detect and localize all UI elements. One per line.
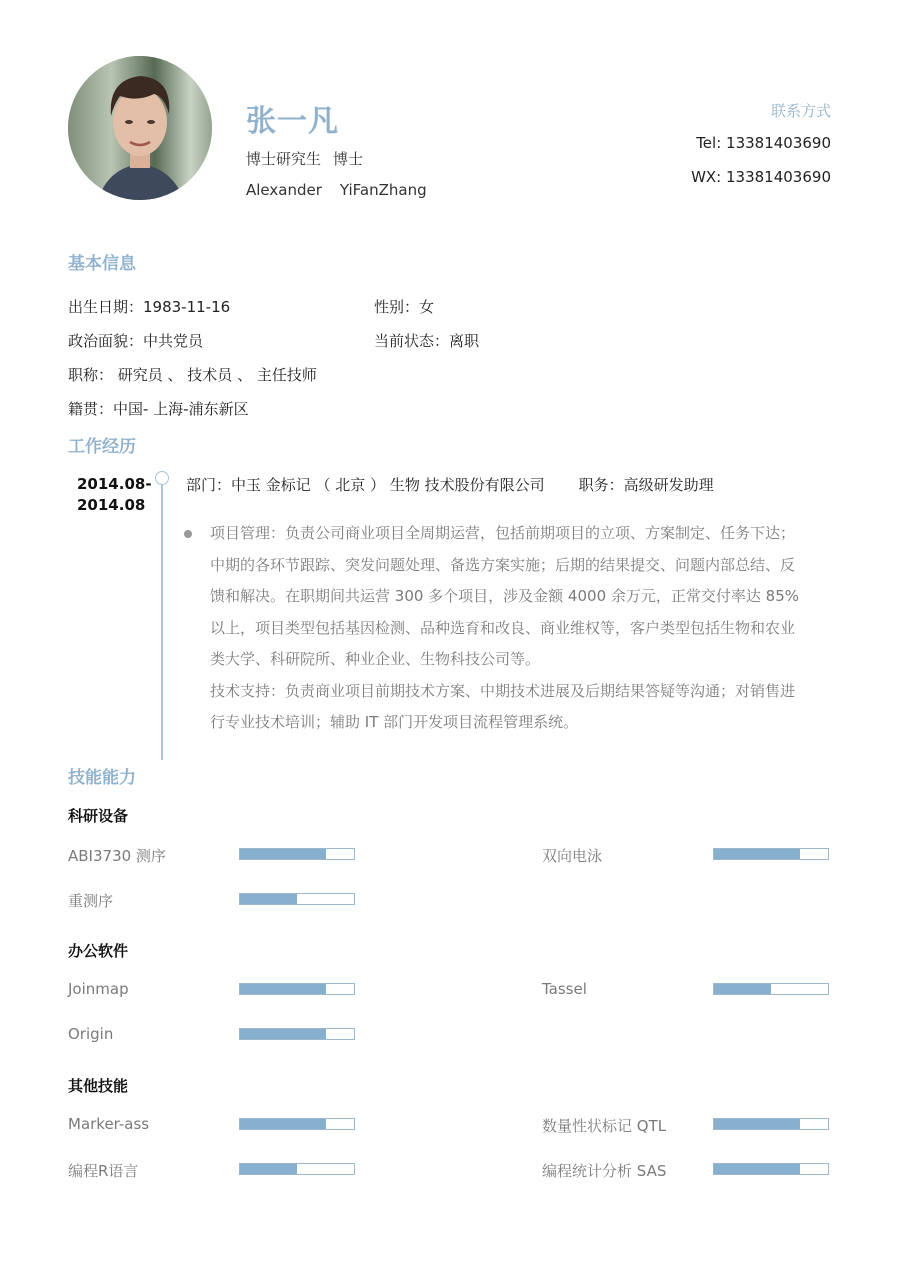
- info-political-status: 政治面貌：中共党员: [68, 332, 204, 350]
- skill-bar: [239, 1163, 355, 1175]
- job-desc-line: 中期的各环节跟踪、突发问题处理、备选方案实施；后期的结果提交、问题内部总结、反: [210, 555, 796, 574]
- skill-category-office-software: 办公软件: [68, 942, 129, 960]
- info-birth-date: 出生日期：1983-11-16: [68, 298, 231, 316]
- skill-bar: [713, 1163, 829, 1175]
- job-position: 职务：高级研发助理: [578, 476, 714, 494]
- english-first-name: Alexander: [246, 181, 322, 199]
- job-desc-line: 以上，项目类型包括基因检测、品种选育和改良、商业维权等，客户类型包括生物和农业: [210, 618, 796, 637]
- degree-program: 博士研究生: [246, 150, 322, 168]
- english-name: [246, 181, 427, 199]
- skill-bar: [239, 1028, 355, 1040]
- job-desc-line: 技术支持：负责商业项目前期技术方案、中期技术进展及后期结果答疑等沟通；对销售进: [210, 681, 796, 700]
- job-header: [186, 474, 714, 495]
- skill-bar: [713, 1118, 829, 1130]
- skill-label: 编程统计分析 SAS: [542, 1162, 667, 1180]
- job-desc-line: 项目管理：负责公司商业项目全周期运营，包括前期项目的立项、方案制定、任务下达；: [210, 524, 796, 542]
- contact-title: 联系方式: [770, 102, 831, 120]
- skill-label: Origin: [68, 1025, 114, 1043]
- skill-label: Tassel: [542, 980, 587, 998]
- skill-bar-fill: [240, 984, 326, 994]
- skill-bar-fill: [240, 1164, 297, 1174]
- skill-bar-fill: [714, 1164, 800, 1174]
- job-department: 部门：中玉 金标记 （ 北京 ） 生物 技术股份有限公司: [186, 476, 545, 494]
- skill-label: 数量性状标记 QTL: [542, 1117, 667, 1135]
- skill-bar-fill: [240, 1119, 326, 1129]
- skill-bar: [239, 848, 355, 860]
- skill-bar: [713, 983, 829, 995]
- skill-category-lab-equipment: 科研设备: [68, 807, 129, 825]
- skill-bar-fill: [714, 1119, 800, 1129]
- work-date-end: 2014.08: [77, 496, 146, 514]
- skill-bar-fill: [240, 849, 326, 859]
- info-gender: 性别：女: [374, 298, 435, 316]
- section-title-basic-info: 基本信息: [68, 254, 136, 274]
- person-photo-icon: [68, 56, 212, 200]
- info-professional-titles: 职称： 研究员 、 技术员 、 主任技师: [68, 366, 317, 384]
- skill-bar: [239, 893, 355, 905]
- english-full-name: YiFanZhang: [339, 181, 427, 199]
- skill-category-other: 其他技能: [68, 1077, 129, 1095]
- section-title-skills: 技能能力: [68, 768, 136, 788]
- skill-label: ABI3730 测序: [68, 847, 166, 865]
- skill-bar-fill: [240, 1029, 326, 1039]
- work-date-start: 2014.08-: [77, 475, 152, 493]
- skill-label: Marker-ass: [68, 1115, 150, 1133]
- contact-wx: WX: 13381403690: [691, 168, 831, 186]
- avatar-photo: [68, 56, 212, 200]
- job-desc-line: 类大学、科研院所、种业企业、生物科技公司等。: [210, 650, 541, 668]
- skill-bar: [713, 848, 829, 860]
- timeline-line: [161, 482, 163, 760]
- skill-label: 重测序: [68, 892, 114, 910]
- job-desc-line: 行专业技术培训；辅助 IT 部门开发项目流程管理系统。: [210, 713, 579, 731]
- candidate-name: 张一凡: [246, 104, 339, 139]
- timeline-node-icon: [155, 471, 169, 485]
- job-desc-line: 馈和解决。在职期间共运营 300 多个项目，涉及金额 4000 余万元，正常交付率达 85%: [210, 587, 799, 605]
- bullet-icon: [184, 530, 192, 538]
- section-title-work: 工作经历: [68, 437, 136, 457]
- info-current-status: 当前状态：离职: [374, 332, 480, 350]
- job-description: [210, 518, 835, 739]
- skill-bar: [239, 983, 355, 995]
- skill-bar-fill: [240, 894, 297, 904]
- skill-label: Joinmap: [68, 980, 129, 998]
- work-date-range: [77, 474, 152, 516]
- skill-label: 双向电泳: [542, 847, 603, 865]
- skill-bar-fill: [714, 984, 771, 994]
- skill-bar: [239, 1118, 355, 1130]
- degree-line: [246, 148, 363, 169]
- skill-label: 编程R语言: [68, 1162, 139, 1180]
- contact-tel: Tel: 13381403690: [696, 134, 831, 152]
- info-hometown: 籍贯：中国- 上海-浦东新区: [68, 400, 249, 418]
- skill-bar-fill: [714, 849, 800, 859]
- degree-level: 博士: [333, 150, 364, 168]
